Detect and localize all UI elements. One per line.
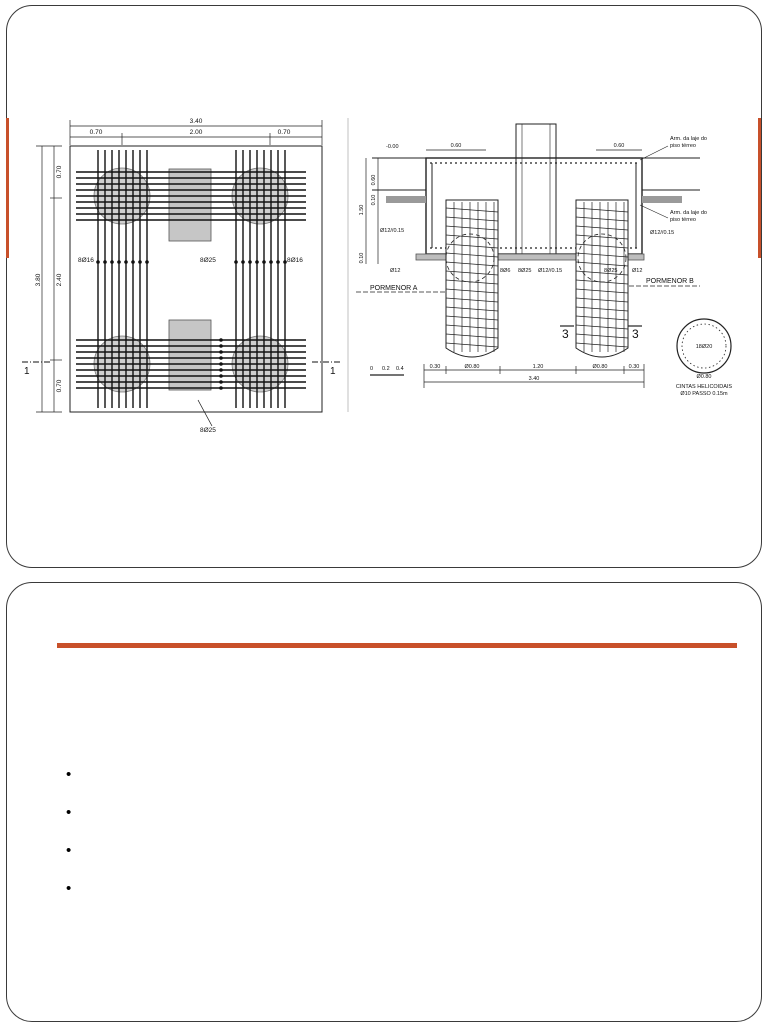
- section-dim-bottom-3: 1.20: [532, 364, 544, 370]
- plan-dim-total: 3.40: [189, 118, 203, 125]
- right-pile: [576, 200, 628, 357]
- section-bar-c: 8Ø25: [518, 268, 532, 274]
- note-mid-line-1: Arm. da laje do: [670, 210, 707, 216]
- plan-section-right: 1: [330, 366, 336, 377]
- section-dim-top-right: 0.60: [613, 143, 625, 149]
- section-bar-d: Ø12//0.15: [538, 268, 563, 274]
- bullet-item-1: [66, 766, 88, 804]
- pile-section-label: 18Ø20: [695, 344, 713, 350]
- left-pile: [446, 200, 498, 357]
- section-bar-f: Ø12: [632, 268, 643, 274]
- plan-dim-right: 0.70: [277, 129, 291, 136]
- section-piles: [446, 200, 731, 373]
- bullet-dot-icon: •: [66, 880, 72, 897]
- plan-bar-center: 8Ø25: [200, 257, 216, 264]
- plan-dim-v-bottom: 0.70: [56, 379, 63, 393]
- plan-bar-left: 8Ø16: [78, 257, 94, 264]
- section-bar-e: 8Ø25: [604, 268, 618, 274]
- section-dim-total: 3.40: [528, 376, 540, 382]
- bullet-item-2: [66, 804, 88, 842]
- cut-label-left: 3: [562, 327, 569, 341]
- section-dim-v-2: 0.10: [371, 194, 377, 206]
- bullet-item-3: [66, 842, 88, 880]
- plan-dim-left: 0.70: [89, 129, 103, 136]
- note-mid-line-2: piso térreo: [670, 217, 696, 223]
- pile-section-diam: Ø0.80: [696, 374, 712, 380]
- title-underline: [57, 643, 737, 648]
- note-top-line-1: Arm. da laje do: [670, 136, 707, 142]
- pile-note-line-2: Ø10 PASSO 0.15m: [680, 391, 728, 397]
- pile-note-line-1: CINTAS HELICOIDAIS: [675, 384, 733, 390]
- detail-b-label: PORMENOR B: [646, 278, 694, 285]
- section-bar-a: Ø12: [390, 268, 401, 274]
- plan-dim-mid: 2.00: [189, 129, 203, 136]
- section-dim-bottom-1: 0.30: [429, 364, 441, 370]
- note-top-line-2: piso térreo: [670, 143, 696, 149]
- section-dim-v-4: 0.10: [359, 252, 365, 264]
- bullet-dot-icon: •: [66, 842, 72, 859]
- bullet-item-4: [66, 880, 88, 918]
- section-dim-v-3: 1.50: [359, 204, 365, 216]
- section-dim-top-left: 0.60: [450, 143, 462, 149]
- bullet-dot-icon: •: [66, 766, 72, 783]
- plan-bar-bottom: 8Ø25: [200, 427, 216, 434]
- plan-dim-v-total: 3.80: [35, 273, 42, 287]
- section-dim-bottom-5: 0.30: [628, 364, 640, 370]
- section-stirrup-right: Ø12//0.15: [650, 230, 675, 236]
- scale-0: 0: [370, 366, 374, 372]
- section-dim-bottom-2: Ø0.80: [464, 364, 480, 370]
- section-dim-bottom-4: Ø0.80: [592, 364, 608, 370]
- slide-2: [6, 582, 762, 1022]
- section-labels: [359, 136, 732, 397]
- bullet-list: [66, 766, 88, 918]
- section-view: [356, 124, 700, 388]
- bullet-dot-icon: •: [66, 804, 72, 821]
- scale-2: 0.4: [396, 366, 404, 372]
- scale-1: 0.2: [382, 366, 390, 372]
- plan-dim-v-top: 0.70: [56, 165, 63, 179]
- detail-a-label: PORMENOR A: [370, 285, 418, 292]
- section-bar-b: 8Ø6: [500, 268, 511, 274]
- section-level: -0.00: [386, 144, 399, 150]
- cut-label-right: 3: [632, 327, 639, 341]
- section-stirrup-left: Ø12//0.15: [380, 228, 405, 234]
- plan-dim-v-mid: 2.40: [56, 273, 63, 287]
- section-dim-v-1: 0.60: [371, 174, 377, 186]
- plan-bar-right: 8Ø16: [287, 257, 303, 264]
- plan-section-left: 1: [24, 366, 30, 377]
